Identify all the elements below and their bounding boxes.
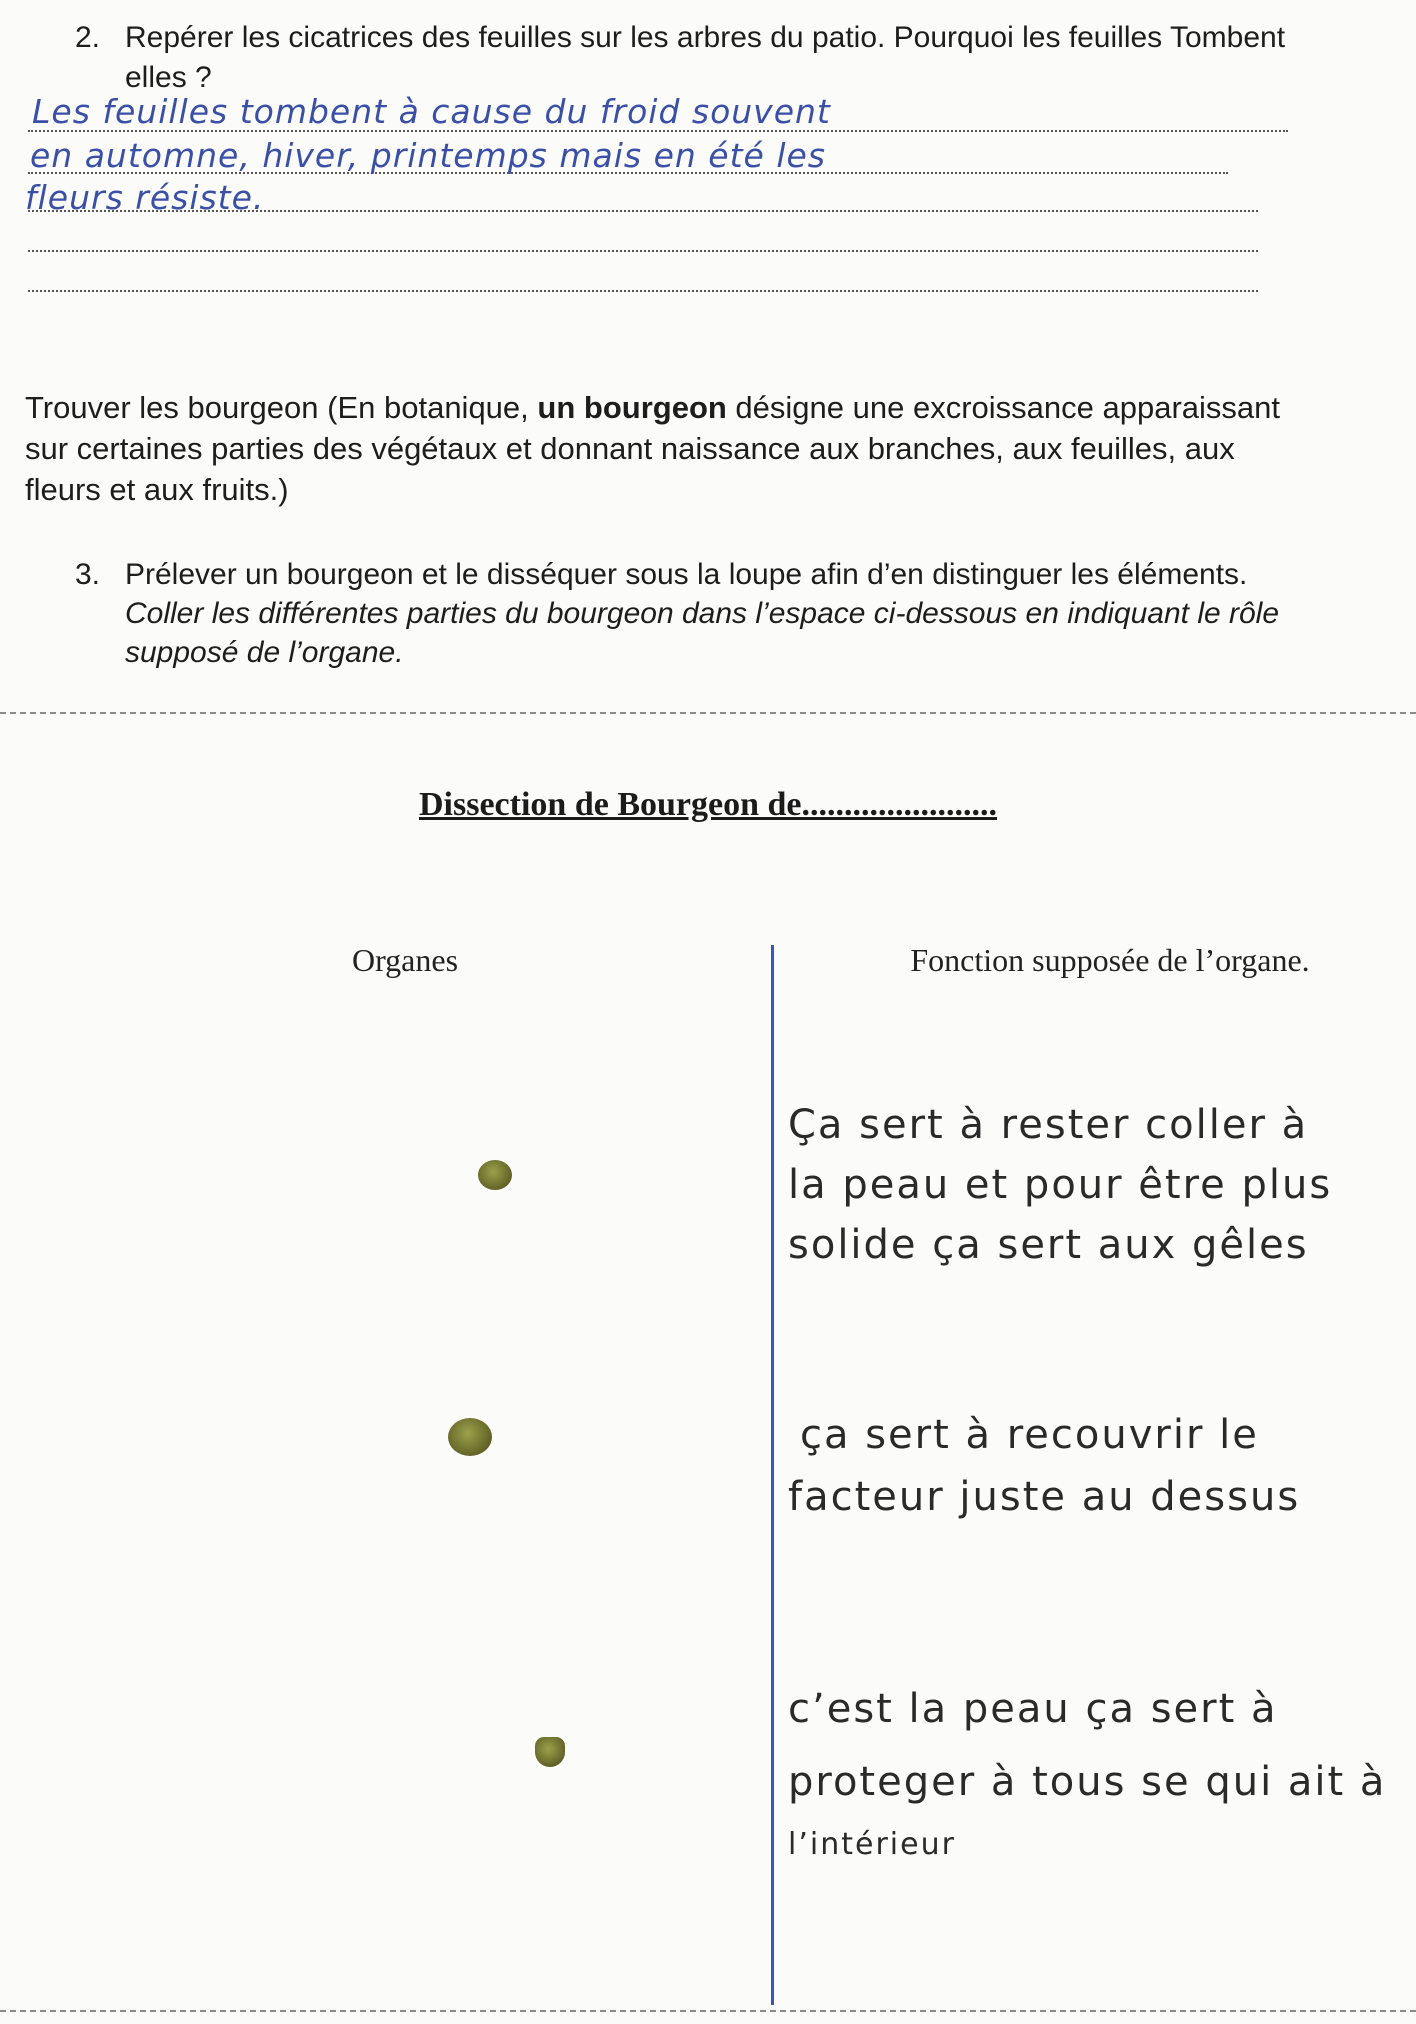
handwritten-answer-line-2: en automne, hiver, printemps mais en été les — [30, 136, 826, 175]
question-text — [125, 555, 1325, 672]
function-1-line-1: Ça sert à rester coller à — [788, 1102, 1309, 1148]
function-1-line-3: solide ça sert aux gêles — [788, 1222, 1309, 1268]
definition-bold-term: un bourgeon — [537, 390, 727, 425]
function-2-line-2: facteur juste au dessus — [788, 1474, 1301, 1520]
question-number: 3. — [75, 558, 101, 591]
function-3-line-1: c’est la peau ça sert à — [788, 1686, 1278, 1732]
question-number: 2. — [75, 21, 101, 54]
question-text: Repérer les cicatrices des feuilles sur les arbres du patio. Pourquoi les feuilles Tombent elles ? — [125, 21, 1286, 94]
definition-prefix: Trouver les bourgeon (En botanique, — [25, 390, 538, 425]
definition-suffix: désigne une excroissance apparaissant sur certaines parties des végétaux et donnant naissance aux branches, aux feuilles, aux fleurs et aux fruits.) — [25, 390, 1280, 507]
function-3-line-2: proteger à tous se qui ait à — [788, 1759, 1387, 1805]
column-divider — [771, 945, 774, 2005]
bud-inner-sample — [535, 1737, 565, 1767]
page-edge-line — [0, 2010, 1416, 2012]
handwritten-answer-line-1: Les feuilles tombent à cause du froid souvent — [32, 92, 831, 131]
function-2-line-1: ça sert à recouvrir le — [800, 1412, 1259, 1458]
cut-line — [0, 712, 1416, 714]
answer-line — [28, 250, 1258, 252]
bud-scale-sample — [478, 1160, 512, 1190]
handwritten-answer-line-3: fleurs résiste. — [25, 178, 265, 217]
column-header-organs: Organes — [351, 942, 459, 978]
question-italic-instruction: Coller les différentes parties du bourgeon dans l’espace ci-dessous en indiquant le rôle supposé de l’organe. — [125, 597, 1280, 669]
bud-leaf-sample — [448, 1418, 492, 1456]
question-instruction: Prélever un bourgeon et le disséquer sous la loupe afin d’en distinguer les éléments. — [125, 558, 1248, 591]
worksheet-title: Dissection de Bourgeon de....................... — [419, 786, 997, 823]
function-3-line-3: l’intérieur — [788, 1827, 956, 1862]
column-header-function: Fonction supposée de l’organe. — [910, 942, 1310, 978]
answer-line — [28, 290, 1258, 292]
bud-definition-paragraph — [25, 387, 1315, 510]
function-1-line-2: la peau et pour être plus — [788, 1162, 1333, 1208]
